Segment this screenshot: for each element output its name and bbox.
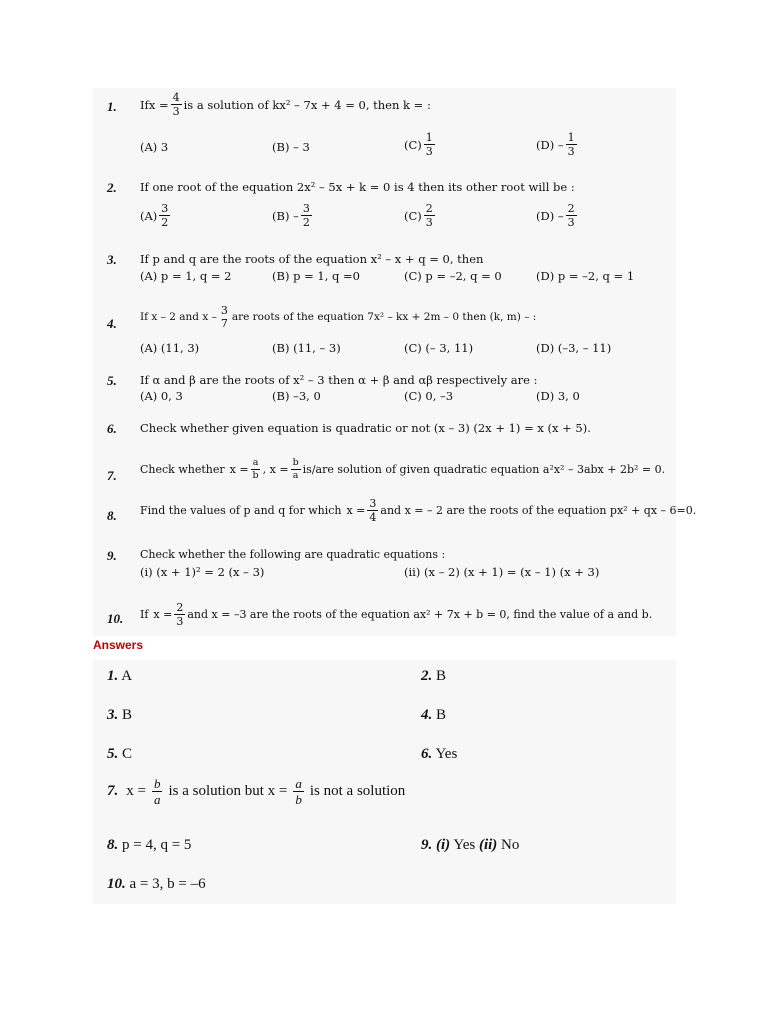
q5-option-d: (D) 3, 0 [536,389,580,403]
q1-option-b: (B) – 3 [272,140,310,154]
question-3-text: If p and q are the roots of the equation x² – x + q = 0, then [140,252,484,266]
question-6-text: Check whether given equation is quadratic or not (x – 3) (2x + 1) = x (x + 5). [140,421,591,435]
q2-option-a: (A) $\frac{3}{2}$ [140,202,169,229]
q4-option-d: (D) (–3, – 11) [536,341,612,355]
question-number: 2. [107,180,117,195]
question-number: 1. [107,99,117,114]
answer-8: 8. p = 4, q = 5 [107,837,192,853]
q8-post: and x = – 2 are the roots of the equation px² + qx – 6=0. [380,504,697,517]
question-5-text: If α and β are the roots of x² – 3 then α + β and αβ respectively are : [140,373,538,387]
q5-option-b: (B) –3, 0 [272,389,321,403]
question-9-text: Check whether the following are quadratic equations : [140,548,446,561]
question-1-text [140,92,431,117]
q1-option-c: (C) $\frac{1}{3}$ [404,131,433,158]
q4-option-b: (B) (11, – 3) [272,341,341,355]
answer-3: 3. B [107,707,133,723]
question-number: 9. [107,548,117,563]
q4-option-c: (C) (– 3, 11) [404,341,474,355]
q4-option-a: (A) (11, 3) [140,341,200,355]
question-number: 7. [107,468,117,483]
q9-part-i: (i) (x + 1)² = 2 (x – 3) [140,565,265,579]
q4-post: are roots of the equation 7x² – kx + 2m – 0 then (k, m) – : [231,311,537,323]
question-8-text [140,498,696,523]
q7-fraction-2: $\frac{b}{a}$ [292,457,299,481]
q5-option-a: (A) 0, 3 [140,389,183,403]
answer-10: 10. a = 3, b = –6 [107,876,206,892]
q9-part-ii: (ii) (x – 2) (x + 1) = (x – 1) (x + 3) [404,565,600,579]
q5-option-c: (C) 0, –3 [404,389,454,403]
q10-pre: If [140,608,149,621]
q4-fraction: 3 7 [220,304,228,330]
q1-fraction: $\frac{4}{3}$ [172,91,180,118]
answer-7: 7. x = $\frac{b}{a}$ is a solution but x = $\frac{a}{b}$ is not a solution [107,776,406,807]
question-10-text [140,602,652,627]
q10-x-eq: x = [153,608,173,621]
answers-heading: Answers [93,638,144,652]
q7-post: is/are solution of given quadratic equation a²x² – 3abx + 2b² = 0. [302,462,666,476]
q7-pre: Check whether [140,462,225,476]
answer-9: 9. (i) Yes (ii) No [421,837,520,853]
q1-post: is a solution of kx² – 7x + 4 = 0, then k = : [183,97,431,112]
q4-pre: If x – 2 and x – [140,311,217,323]
q7-mid: , x = [262,462,289,476]
question-number: 5. [107,373,117,388]
q2-option-d: (D) – $\frac{2}{3}$ [536,202,575,229]
q1-x-eq: x = [148,97,169,112]
answer-2: 2. B [421,668,447,684]
answer-4: 4. B [421,707,447,723]
q1-pre: If [140,97,149,112]
q3-option-d: (D) p = –2, q = 1 [536,269,635,283]
question-number: 6. [107,421,117,436]
question-4-text [140,305,536,329]
answer-6: 6. Yes [421,746,458,762]
question-number: 8. [107,508,117,523]
q8-fraction: $\frac{3}{4}$ [369,497,377,524]
q8-x-eq: x = [346,504,366,517]
question-number: 3. [107,252,117,267]
question-2-text: If one root of the equation 2x² – 5x + k = 0 is 4 then its other root will be : [140,180,575,194]
q3-option-a: (A) p = 1, q = 2 [140,269,232,283]
answer-5: 5. C [107,746,133,762]
q10-fraction: $\frac{2}{3}$ [176,601,184,628]
q1-option-d: (D) – $\frac{1}{3}$ [536,131,575,158]
question-7-text [140,458,665,480]
q2-option-c: (C) $\frac{2}{3}$ [404,202,433,229]
q8-pre: Find the values of p and q for which [140,504,342,517]
q3-option-b: (B) p = 1, q =0 [272,269,360,283]
q3-option-c: (C) p = –2, q = 0 [404,269,502,283]
q10-post: and x = –3 are the roots of the equation ax² + 7x + b = 0, find the value of a and b. [187,608,653,621]
q7-x-eq: x = [229,462,249,476]
q1-option-a: (A) 3 [140,140,169,154]
question-number: 10. [107,611,124,626]
answer-1: 1. A [107,668,133,684]
q2-option-b: (B) – $\frac{3}{2}$ [272,202,310,229]
question-number: 4. [107,316,117,331]
q7-fraction-1: $\frac{a}{b}$ [252,457,259,481]
